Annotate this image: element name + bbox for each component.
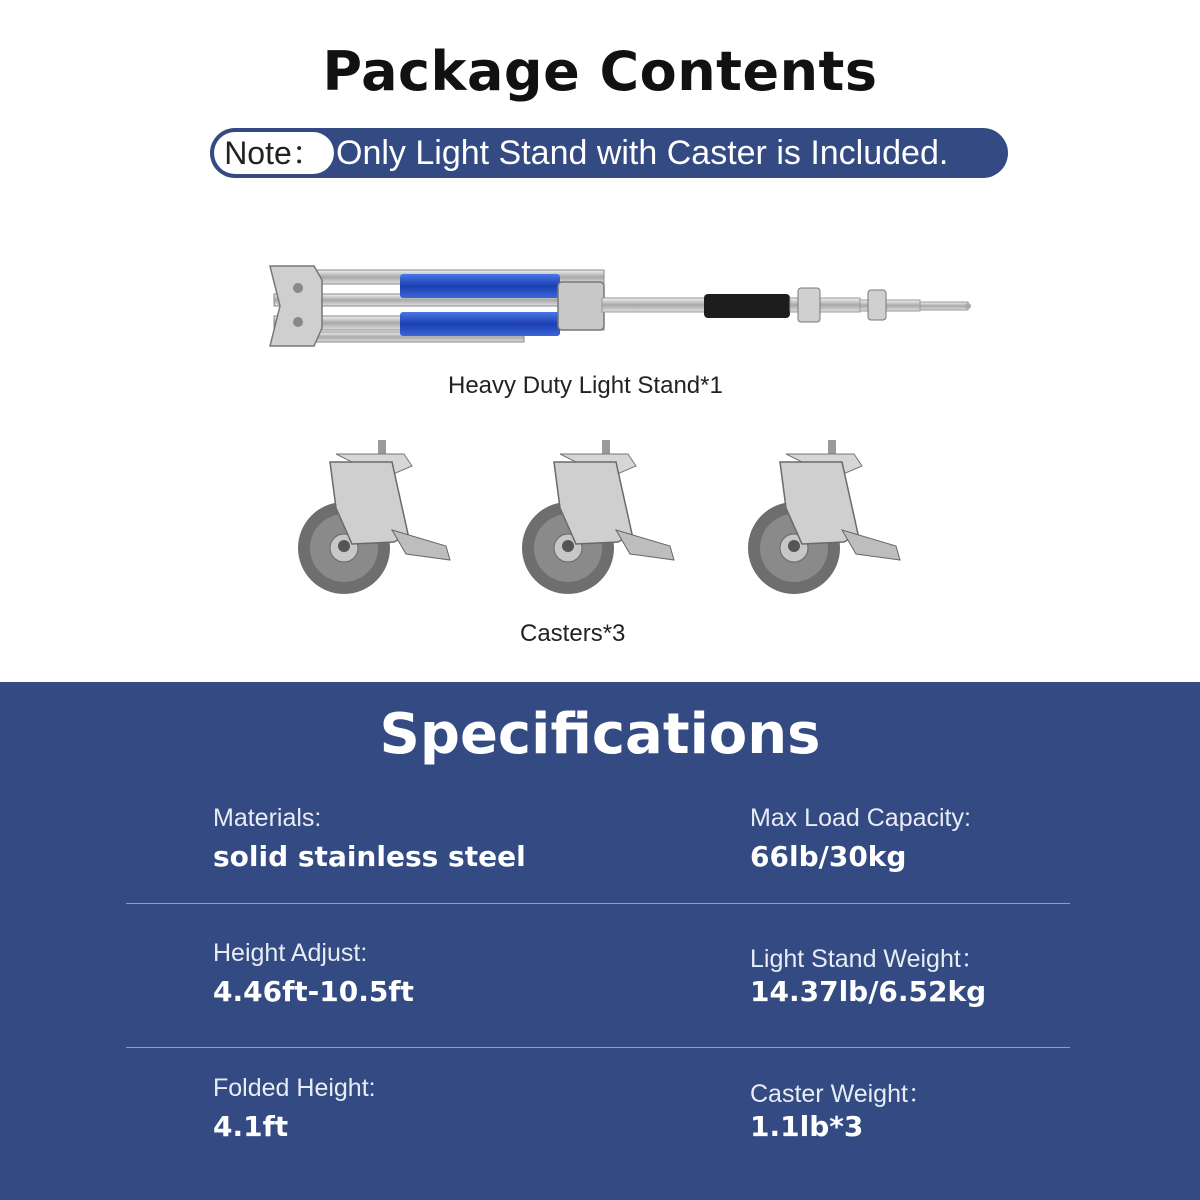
spec-value-materials: solid stainless steel [213, 840, 526, 873]
light-stand-image [262, 258, 974, 354]
specifications-title: Specifications [379, 702, 821, 767]
spec-divider [126, 1047, 1070, 1048]
note-label: Note： [214, 132, 334, 174]
casters-caption: Casters*3 [520, 620, 626, 647]
spec-value-folded-height: 4.1ft [213, 1110, 289, 1143]
spec-value-max-load: 66lb/30kg [750, 840, 907, 873]
note-banner [210, 128, 1008, 178]
spec-value-stand-weight: 14.37lb/6.52kg [750, 975, 987, 1008]
spec-value-caster-weight: 1.1lb*3 [750, 1110, 864, 1143]
light-stand-caption: Heavy Duty Light Stand*1 [448, 372, 723, 399]
spec-divider [126, 903, 1070, 904]
spec-label-caster-weight: Caster Weight： [750, 1080, 933, 1108]
spec-label-folded-height: Folded Height: [213, 1074, 376, 1102]
specifications-section [0, 682, 1200, 1200]
spec-label-max-load: Max Load Capacity: [750, 804, 971, 832]
spec-label-height-adjust: Height Adjust: [213, 939, 368, 967]
caster-wheel-image [520, 438, 680, 608]
spec-value-height-adjust: 4.46ft-10.5ft [213, 975, 414, 1008]
note-text: Only Light Stand with Caster is Included. [336, 134, 949, 172]
spec-label-stand-weight: Light Stand Weight： [750, 945, 986, 973]
caster-wheel-image [746, 438, 906, 608]
spec-label-materials: Materials: [213, 804, 322, 832]
package-title: Package Contents [322, 40, 878, 103]
caster-wheel-image [296, 438, 456, 608]
